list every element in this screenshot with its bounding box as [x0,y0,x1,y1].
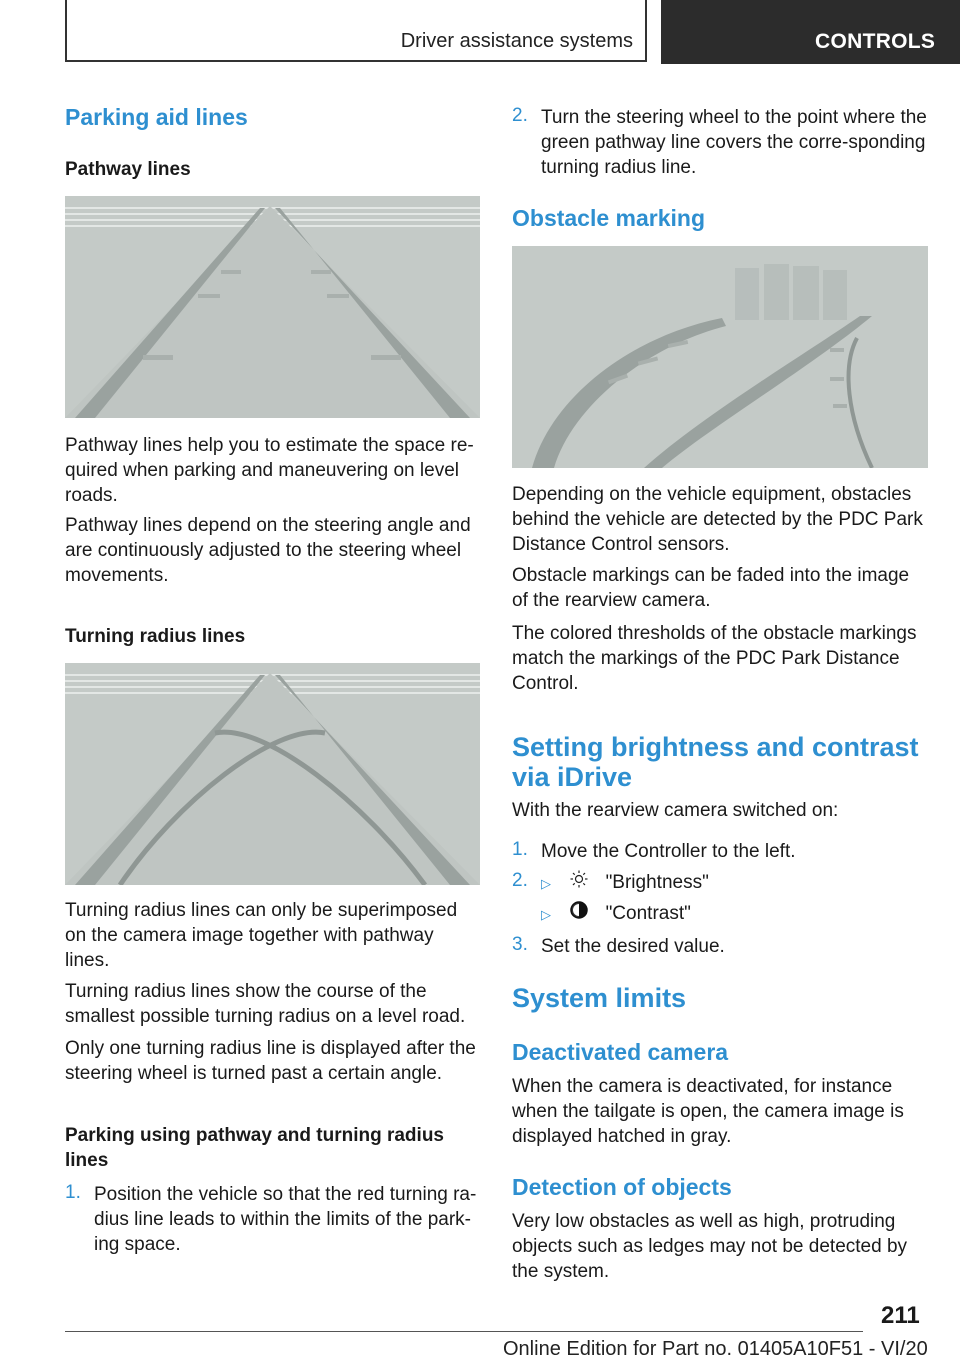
contrast-option-label: "Contrast" [605,903,691,924]
subheading-turning-radius-lines: Turning radius lines [65,626,246,647]
pathway-lines-illustration [65,196,480,418]
brightness-step-3-text: Set the desired value. [541,936,725,957]
footer-divider [65,1331,863,1332]
brightness-option-label: "Brightness" [605,872,709,893]
step-2-text: Turn the steering wheel to the point where the green pathway line covers the corre-sponding turning radius line. [541,107,927,178]
page-number: 211 [881,1302,920,1329]
contrast-icon [570,901,588,926]
paragraph-turning-1: Turning radius lines can only be superimposed on the camera image together with pathway lines. [65,900,458,971]
obstacle-marking-figure [512,246,928,468]
step-1-text: Position the vehicle so that the red turning ra-dius line leads to within the limits of the park-ing space. [94,1184,477,1255]
brightness-step-2-number: 2. [512,870,528,891]
header-chapter-tab [661,0,960,64]
paragraph-pathway-1: Pathway lines help you to estimate the space re-quired when parking and maneuvering on level roads. [65,435,474,506]
paragraph-obstacle-3: The colored thresholds of the obstacle markings match the markings of the PDC Park Distance Control. [512,623,917,694]
brightness-step-1-text: Move the Controller to the left. [541,841,796,862]
paragraph-turning-2: Turning radius lines show the course of the smallest possible turning radius on a level road. [65,981,466,1027]
brightness-step-2-option-b [541,901,928,927]
paragraph-turning-3: Only one turning radius line is displayed after the steering wheel is turned past a certain angle. [65,1038,476,1084]
brightness-step-2-option-a [541,870,928,896]
pathway-lines-figure [65,196,480,418]
brightness-step-3-number: 3. [512,934,528,955]
turning-radius-lines-figure [65,663,480,885]
subheading-pathway-lines: Pathway lines [65,159,191,180]
obstacle-marking-illustration [512,246,928,468]
header-chapter-title: CONTROLS [815,30,936,53]
sun-icon [570,870,588,895]
paragraph-brightness-intro: With the rearview camera switched on: [512,800,839,821]
paragraph-obstacle-2: Obstacle markings can be faded into the image of the rearview camera. [512,565,910,611]
step-1-number: 1. [65,1182,81,1203]
header-section-title: Driver assistance systems [400,30,633,52]
heading-parking-aid-lines: Parking aid lines [65,104,248,130]
paragraph-pathway-2: Pathway lines depend on the steering angle and are continuously adjusted to the steering wheel movements. [65,515,471,586]
footer-edition: Online Edition for Part no. 01405A10F51 - VI/20 [503,1338,928,1360]
paragraph-obstacle-1: Depending on the vehicle equipment, obstacles behind the vehicle are detected by the PDC Park Distance Control sensors. [512,484,923,555]
header-section-box [65,0,647,62]
heading-detection-of-objects: Detection of objects [512,1174,732,1200]
heading-brightness-contrast: Setting brightness and contrast via iDrive [512,732,919,792]
heading-obstacle-marking: Obstacle marking [512,205,706,231]
triangle-right-icon: ▷ [541,907,551,922]
turning-radius-lines-illustration [65,663,480,885]
brightness-step-1-number: 1. [512,839,528,860]
paragraph-detection-of-objects: Very low obstacles as well as high, protruding objects such as ledges may not be detected by the system. [512,1211,908,1282]
subheading-parking-using-lines: Parking using pathway and turning radius lines [65,1125,444,1171]
triangle-right-icon: ▷ [541,876,551,891]
paragraph-deactivated-camera: When the camera is deactivated, for instance when the tailgate is open, the camera image is displayed hatched in gray. [512,1076,904,1147]
heading-system-limits: System limits [512,983,687,1013]
step-2-number: 2. [512,105,528,126]
heading-deactivated-camera: Deactivated camera [512,1039,729,1065]
